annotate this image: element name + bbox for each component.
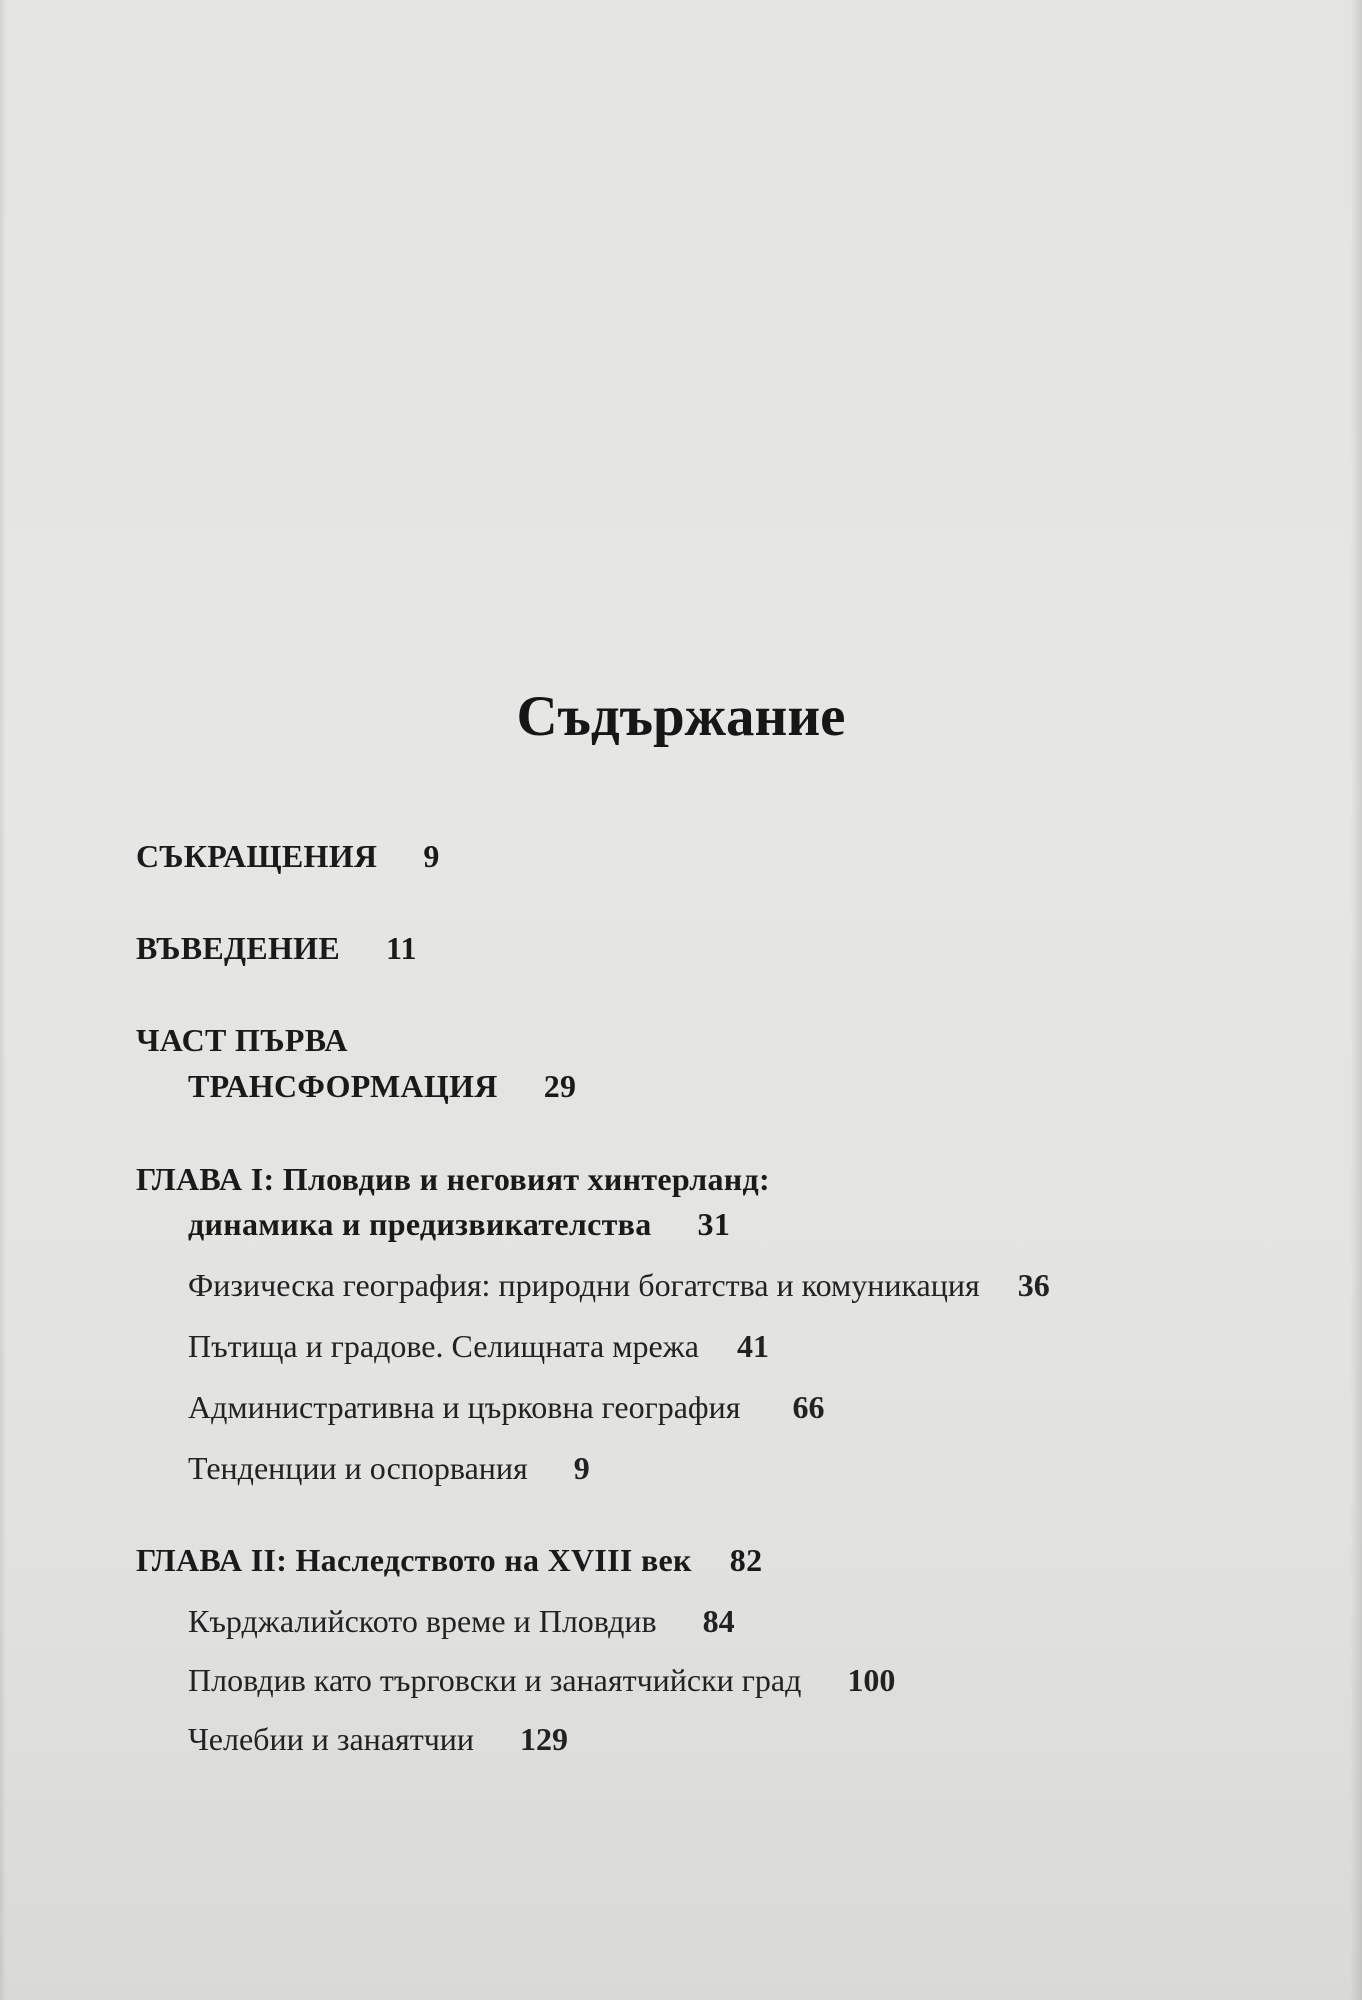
toc-section-label: Физическа география: природни богатства и комуникация <box>188 1267 980 1303</box>
toc-entry-abbreviations <box>136 836 440 876</box>
toc-section <box>188 1326 769 1366</box>
toc-section <box>188 1660 895 1700</box>
toc-entry-introduction <box>136 928 417 968</box>
toc-section-page: 84 <box>702 1603 735 1639</box>
page-title: Съдържание <box>516 685 846 748</box>
toc-entry-label: ТРАНСФОРМАЦИЯ <box>188 1068 498 1104</box>
toc-section-page: 36 <box>1017 1267 1050 1303</box>
toc-entry-label: ВЪВЕДЕНИЕ <box>136 930 340 966</box>
toc-section-label: Административна и църковна география <box>188 1389 741 1425</box>
toc-entry-page: 29 <box>543 1068 577 1104</box>
toc-section-page: 41 <box>736 1328 769 1364</box>
toc-entry-label: ГЛАВА II: Наследството на XVIII век <box>136 1542 692 1578</box>
toc-entry-label: СЪКРАЩЕНИЯ <box>136 838 378 874</box>
toc-section <box>188 1719 568 1759</box>
toc-chapter-one-title: ГЛАВА I: Пловдив и неговият хинтерланд: <box>136 1161 770 1197</box>
toc-section-page: 66 <box>792 1389 825 1425</box>
toc-section-label: Кърджалийското време и Пловдив <box>188 1603 657 1639</box>
toc-entry-label: динамика и предизвикателства <box>188 1206 652 1242</box>
toc-part-one-subtitle <box>188 1066 576 1106</box>
page-left-edge-shadow <box>0 0 6 2000</box>
toc-section-label: Пловдив като търговски и занаятчийски град <box>188 1662 802 1698</box>
toc-section-label: Челебии и занаятчии <box>188 1721 475 1757</box>
toc-entry-page: 9 <box>423 838 440 874</box>
toc-section-label: Тенденции и оспорвания <box>188 1450 528 1486</box>
toc-entry-page: 11 <box>386 930 417 966</box>
toc-chapter-two-title <box>136 1540 762 1580</box>
toc-section <box>188 1601 735 1641</box>
toc-section <box>188 1265 1050 1305</box>
page-right-edge-shadow <box>1350 0 1362 2000</box>
toc-entry-page: 82 <box>729 1542 763 1578</box>
toc-section-page: 100 <box>847 1662 896 1698</box>
toc-section-label: Пътища и градове. Селищната мрежа <box>188 1328 699 1364</box>
toc-section <box>188 1387 824 1427</box>
toc-section-page: 129 <box>520 1721 569 1757</box>
toc-part-one-heading: ЧАСТ ПЪРВА <box>136 1022 348 1058</box>
toc-entry-page: 31 <box>697 1206 731 1242</box>
toc-section-page: 9 <box>573 1450 590 1486</box>
toc-chapter-one-subtitle <box>188 1204 730 1244</box>
toc-section <box>188 1448 590 1488</box>
